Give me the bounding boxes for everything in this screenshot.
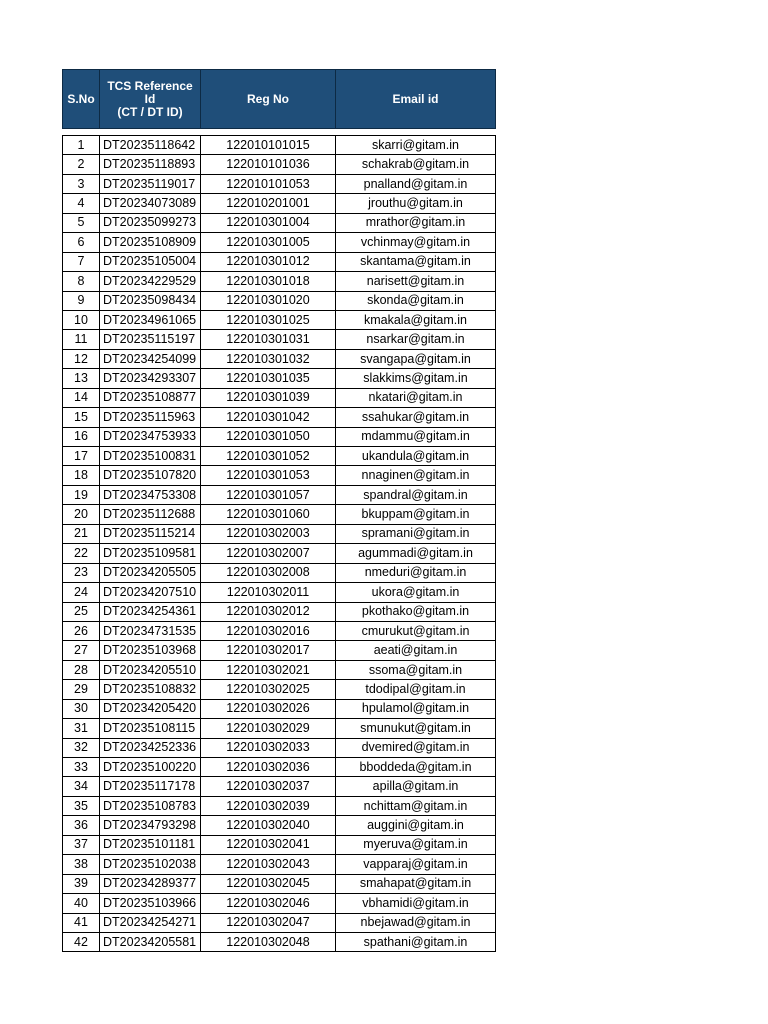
cell-tcs-reference-id: DT20235109581 [100, 544, 201, 563]
cell-reg-no: 122010302037 [201, 777, 336, 796]
cell-email-id: spathani@gitam.in [336, 932, 496, 951]
cell-email-id: nbejawad@gitam.in [336, 913, 496, 932]
table-row [63, 349, 496, 368]
table-row [63, 427, 496, 446]
table-row [63, 719, 496, 738]
table-row [63, 310, 496, 329]
table-row [63, 233, 496, 252]
header-ref-line1: TCS Reference Id [107, 78, 193, 106]
cell-tcs-reference-id: DT20235101181 [100, 835, 201, 854]
table-row [63, 388, 496, 407]
table-row [63, 894, 496, 913]
cell-sno: 13 [63, 369, 100, 388]
cell-email-id: nsarkar@gitam.in [336, 330, 496, 349]
cell-reg-no: 122010302041 [201, 835, 336, 854]
cell-tcs-reference-id: DT20234205581 [100, 932, 201, 951]
table-row [63, 932, 496, 951]
cell-reg-no: 122010302011 [201, 583, 336, 602]
table-row [63, 855, 496, 874]
cell-email-id: aeati@gitam.in [336, 641, 496, 660]
cell-sno: 35 [63, 796, 100, 815]
cell-sno: 21 [63, 524, 100, 543]
cell-sno: 19 [63, 485, 100, 504]
table-row [63, 660, 496, 679]
cell-reg-no: 122010302029 [201, 719, 336, 738]
cell-reg-no: 122010301042 [201, 408, 336, 427]
cell-tcs-reference-id: DT20235108832 [100, 680, 201, 699]
table-row [63, 466, 496, 485]
cell-sno: 33 [63, 758, 100, 777]
cell-tcs-reference-id: DT20234207510 [100, 583, 201, 602]
cell-email-id: apilla@gitam.in [336, 777, 496, 796]
cell-tcs-reference-id: DT20235100220 [100, 758, 201, 777]
cell-reg-no: 122010302039 [201, 796, 336, 815]
table-row [63, 369, 496, 388]
cell-sno: 31 [63, 719, 100, 738]
cell-reg-no: 122010302012 [201, 602, 336, 621]
cell-tcs-reference-id: DT20235112688 [100, 505, 201, 524]
cell-reg-no: 122010301018 [201, 272, 336, 291]
cell-reg-no: 122010301025 [201, 310, 336, 329]
cell-tcs-reference-id: DT20234205420 [100, 699, 201, 718]
cell-tcs-reference-id: DT20235098434 [100, 291, 201, 310]
cell-email-id: smunukut@gitam.in [336, 719, 496, 738]
cell-tcs-reference-id: DT20235119017 [100, 174, 201, 193]
table-row [63, 291, 496, 310]
cell-sno: 5 [63, 213, 100, 232]
header-gap-row [63, 129, 496, 136]
table-row [63, 835, 496, 854]
cell-email-id: smahapat@gitam.in [336, 874, 496, 893]
cell-sno: 9 [63, 291, 100, 310]
table-row [63, 874, 496, 893]
cell-sno: 24 [63, 583, 100, 602]
cell-tcs-reference-id: DT20234254271 [100, 913, 201, 932]
table-row [63, 524, 496, 543]
cell-reg-no: 122010301050 [201, 427, 336, 446]
cell-tcs-reference-id: DT20235115197 [100, 330, 201, 349]
cell-email-id: nchittam@gitam.in [336, 796, 496, 815]
cell-email-id: myeruva@gitam.in [336, 835, 496, 854]
cell-tcs-reference-id: DT20235115963 [100, 408, 201, 427]
cell-reg-no: 122010302021 [201, 660, 336, 679]
header-reg-no: Reg No [201, 70, 336, 129]
header-gap [63, 129, 496, 136]
cell-reg-no: 122010101036 [201, 155, 336, 174]
cell-email-id: nkatari@gitam.in [336, 388, 496, 407]
cell-tcs-reference-id: DT20235118642 [100, 136, 201, 155]
cell-email-id: vapparaj@gitam.in [336, 855, 496, 874]
cell-reg-no: 122010302017 [201, 641, 336, 660]
cell-tcs-reference-id: DT20235118893 [100, 155, 201, 174]
cell-tcs-reference-id: DT20234205510 [100, 660, 201, 679]
cell-tcs-reference-id: DT20234793298 [100, 816, 201, 835]
cell-email-id: narisett@gitam.in [336, 272, 496, 291]
table-row [63, 485, 496, 504]
table-row [63, 213, 496, 232]
table-row [63, 680, 496, 699]
cell-email-id: skonda@gitam.in [336, 291, 496, 310]
cell-email-id: bkuppam@gitam.in [336, 505, 496, 524]
header-ref-line2: (CT / DT ID) [117, 104, 183, 119]
student-table [62, 69, 496, 952]
table-row [63, 641, 496, 660]
cell-reg-no: 122010301060 [201, 505, 336, 524]
cell-reg-no: 122010301004 [201, 213, 336, 232]
table-row [63, 136, 496, 155]
cell-sno: 25 [63, 602, 100, 621]
cell-tcs-reference-id: DT20234961065 [100, 310, 201, 329]
cell-email-id: dvemired@gitam.in [336, 738, 496, 757]
header-tcs-reference-id [100, 70, 201, 129]
cell-email-id: jrouthu@gitam.in [336, 194, 496, 213]
cell-reg-no: 122010301053 [201, 466, 336, 485]
cell-email-id: ukora@gitam.in [336, 583, 496, 602]
cell-email-id: pnalland@gitam.in [336, 174, 496, 193]
cell-email-id: vchinmay@gitam.in [336, 233, 496, 252]
cell-email-id: agummadi@gitam.in [336, 544, 496, 563]
cell-sno: 14 [63, 388, 100, 407]
cell-reg-no: 122010302016 [201, 621, 336, 640]
cell-email-id: slakkims@gitam.in [336, 369, 496, 388]
table-row [63, 408, 496, 427]
cell-reg-no: 122010301032 [201, 349, 336, 368]
table-row [63, 758, 496, 777]
cell-sno: 12 [63, 349, 100, 368]
cell-sno: 7 [63, 252, 100, 271]
cell-sno: 40 [63, 894, 100, 913]
cell-tcs-reference-id: DT20235099273 [100, 213, 201, 232]
cell-reg-no: 122010302008 [201, 563, 336, 582]
cell-email-id: hpulamol@gitam.in [336, 699, 496, 718]
cell-sno: 29 [63, 680, 100, 699]
cell-email-id: nmeduri@gitam.in [336, 563, 496, 582]
cell-tcs-reference-id: DT20234073089 [100, 194, 201, 213]
table-header [63, 70, 496, 129]
cell-sno: 22 [63, 544, 100, 563]
cell-email-id: spramani@gitam.in [336, 524, 496, 543]
cell-tcs-reference-id: DT20235108909 [100, 233, 201, 252]
cell-reg-no: 122010302003 [201, 524, 336, 543]
cell-sno: 15 [63, 408, 100, 427]
table-row [63, 796, 496, 815]
cell-email-id: mdammu@gitam.in [336, 427, 496, 446]
cell-reg-no: 122010302048 [201, 932, 336, 951]
table-row [63, 913, 496, 932]
header-email-id: Email id [336, 70, 496, 129]
cell-reg-no: 122010301035 [201, 369, 336, 388]
cell-reg-no: 122010302043 [201, 855, 336, 874]
header-sno: S.No [63, 70, 100, 129]
cell-tcs-reference-id: DT20234254361 [100, 602, 201, 621]
cell-sno: 17 [63, 447, 100, 466]
cell-reg-no: 122010201001 [201, 194, 336, 213]
cell-sno: 36 [63, 816, 100, 835]
table-row [63, 447, 496, 466]
cell-reg-no: 122010302036 [201, 758, 336, 777]
cell-sno: 2 [63, 155, 100, 174]
cell-sno: 32 [63, 738, 100, 757]
cell-tcs-reference-id: DT20235103968 [100, 641, 201, 660]
cell-sno: 10 [63, 310, 100, 329]
cell-email-id: ssahukar@gitam.in [336, 408, 496, 427]
cell-sno: 28 [63, 660, 100, 679]
table-row [63, 174, 496, 193]
cell-email-id: schakrab@gitam.in [336, 155, 496, 174]
cell-email-id: spandral@gitam.in [336, 485, 496, 504]
cell-sno: 38 [63, 855, 100, 874]
cell-tcs-reference-id: DT20235102038 [100, 855, 201, 874]
cell-sno: 37 [63, 835, 100, 854]
cell-tcs-reference-id: DT20234252336 [100, 738, 201, 757]
cell-reg-no: 122010301020 [201, 291, 336, 310]
cell-email-id: bboddeda@gitam.in [336, 758, 496, 777]
cell-reg-no: 122010302026 [201, 699, 336, 718]
cell-email-id: ukandula@gitam.in [336, 447, 496, 466]
cell-tcs-reference-id: DT20235108783 [100, 796, 201, 815]
cell-sno: 3 [63, 174, 100, 193]
cell-tcs-reference-id: DT20234731535 [100, 621, 201, 640]
cell-sno: 4 [63, 194, 100, 213]
cell-reg-no: 122010302040 [201, 816, 336, 835]
table-row [63, 583, 496, 602]
cell-reg-no: 122010301057 [201, 485, 336, 504]
cell-sno: 41 [63, 913, 100, 932]
cell-email-id: vbhamidi@gitam.in [336, 894, 496, 913]
cell-reg-no: 122010301012 [201, 252, 336, 271]
cell-sno: 23 [63, 563, 100, 582]
cell-sno: 6 [63, 233, 100, 252]
cell-sno: 20 [63, 505, 100, 524]
table-row [63, 738, 496, 757]
cell-tcs-reference-id: DT20235103966 [100, 894, 201, 913]
table-row [63, 777, 496, 796]
table-row [63, 272, 496, 291]
cell-tcs-reference-id: DT20234753308 [100, 485, 201, 504]
table-row [63, 330, 496, 349]
cell-reg-no: 122010301031 [201, 330, 336, 349]
cell-email-id: cmurukut@gitam.in [336, 621, 496, 640]
table-row [63, 252, 496, 271]
cell-tcs-reference-id: DT20235117178 [100, 777, 201, 796]
cell-tcs-reference-id: DT20234254099 [100, 349, 201, 368]
cell-reg-no: 122010302033 [201, 738, 336, 757]
cell-email-id: svangapa@gitam.in [336, 349, 496, 368]
cell-email-id: nnaginen@gitam.in [336, 466, 496, 485]
cell-sno: 18 [63, 466, 100, 485]
cell-reg-no: 122010301005 [201, 233, 336, 252]
cell-email-id: skantama@gitam.in [336, 252, 496, 271]
cell-sno: 16 [63, 427, 100, 446]
cell-tcs-reference-id: DT20235100831 [100, 447, 201, 466]
table-row [63, 544, 496, 563]
table-row [63, 563, 496, 582]
cell-tcs-reference-id: DT20235105004 [100, 252, 201, 271]
cell-sno: 8 [63, 272, 100, 291]
table-row [63, 621, 496, 640]
cell-sno: 34 [63, 777, 100, 796]
cell-email-id: auggini@gitam.in [336, 816, 496, 835]
cell-tcs-reference-id: DT20235107820 [100, 466, 201, 485]
table-body [63, 129, 496, 952]
cell-sno: 27 [63, 641, 100, 660]
cell-sno: 1 [63, 136, 100, 155]
cell-reg-no: 122010302025 [201, 680, 336, 699]
table-row [63, 602, 496, 621]
cell-email-id: tdodipal@gitam.in [336, 680, 496, 699]
cell-tcs-reference-id: DT20234753933 [100, 427, 201, 446]
cell-tcs-reference-id: DT20234289377 [100, 874, 201, 893]
student-list-sheet [62, 69, 495, 952]
cell-reg-no: 122010302046 [201, 894, 336, 913]
cell-email-id: kmakala@gitam.in [336, 310, 496, 329]
cell-reg-no: 122010101053 [201, 174, 336, 193]
table-row [63, 155, 496, 174]
cell-reg-no: 122010101015 [201, 136, 336, 155]
cell-tcs-reference-id: DT20234205505 [100, 563, 201, 582]
cell-sno: 30 [63, 699, 100, 718]
cell-reg-no: 122010301039 [201, 388, 336, 407]
header-row [63, 70, 496, 129]
cell-reg-no: 122010302007 [201, 544, 336, 563]
table-row [63, 194, 496, 213]
cell-sno: 11 [63, 330, 100, 349]
cell-tcs-reference-id: DT20234293307 [100, 369, 201, 388]
cell-tcs-reference-id: DT20235108877 [100, 388, 201, 407]
cell-email-id: mrathor@gitam.in [336, 213, 496, 232]
cell-tcs-reference-id: DT20235115214 [100, 524, 201, 543]
table-row [63, 816, 496, 835]
cell-email-id: pkothako@gitam.in [336, 602, 496, 621]
cell-reg-no: 122010302045 [201, 874, 336, 893]
table-row [63, 699, 496, 718]
cell-sno: 42 [63, 932, 100, 951]
cell-reg-no: 122010302047 [201, 913, 336, 932]
cell-sno: 26 [63, 621, 100, 640]
cell-tcs-reference-id: DT20234229529 [100, 272, 201, 291]
cell-tcs-reference-id: DT20235108115 [100, 719, 201, 738]
table-row [63, 505, 496, 524]
cell-email-id: skarri@gitam.in [336, 136, 496, 155]
cell-sno: 39 [63, 874, 100, 893]
cell-email-id: ssoma@gitam.in [336, 660, 496, 679]
cell-reg-no: 122010301052 [201, 447, 336, 466]
